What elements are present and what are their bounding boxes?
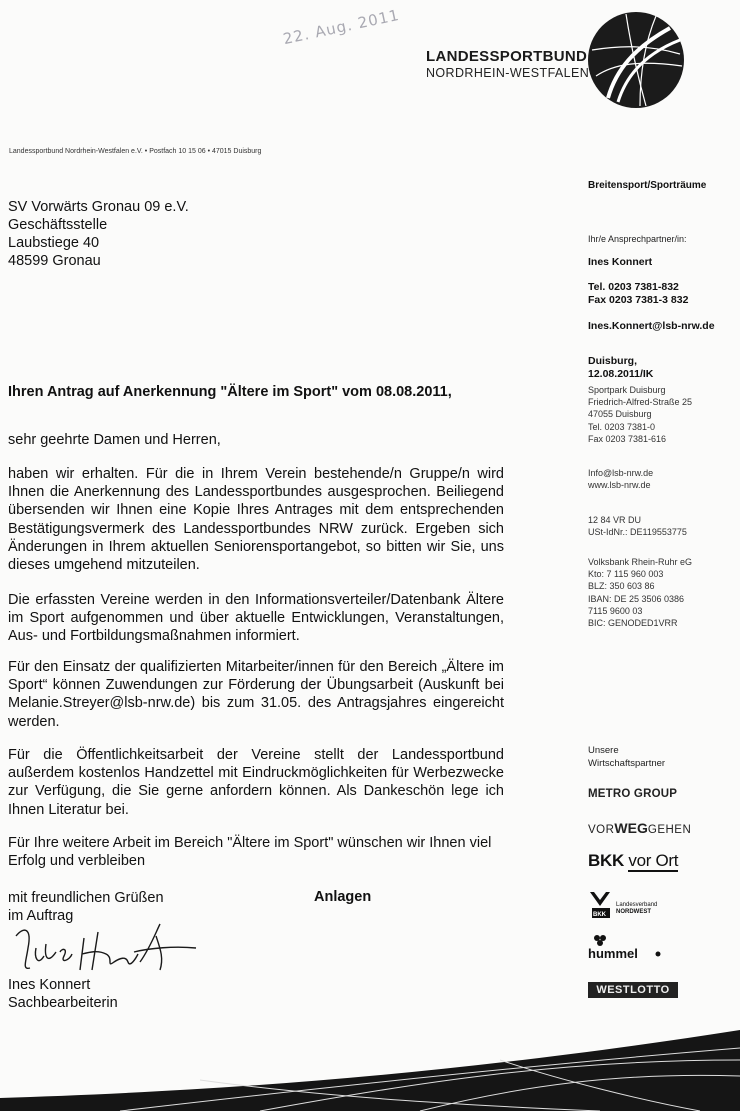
tax-info <box>588 514 687 538</box>
register-number: 12 84 VR DU <box>588 515 642 525</box>
nordwest-text: NORDWEST <box>616 909 651 915</box>
contact-label: Ihr/e Ansprechpartner/in: <box>588 234 687 244</box>
org-region: NORDRHEIN-WESTFALEN <box>426 66 590 80</box>
partners-label <box>588 744 665 770</box>
landesverband-text: Landesverband <box>616 902 658 908</box>
department-label: Breitensport/Sporträume <box>588 180 707 191</box>
closing-line: mit freundlichen Grüßen <box>8 890 164 906</box>
bank-line: BIC: GENODED1VRR <box>588 618 678 629</box>
closing-line: im Auftrag <box>8 908 74 924</box>
vorweggehen-logo <box>588 820 691 836</box>
contact-phone: Tel. 0203 7381-832 <box>588 281 679 293</box>
recipient-line: Laubstiege 40 <box>8 235 100 251</box>
salutation: sehr geehrte Damen und Herren, <box>8 432 221 448</box>
signer-name: Ines Konnert <box>8 977 91 993</box>
footer-swoosh-graphic <box>0 1020 740 1111</box>
address-line: Tel. 0203 7381-0 <box>588 421 656 432</box>
vorweg-mid: WEG <box>614 820 648 836</box>
body-paragraph: Für die Öffentlichkeitsarbeit der Vereine stellt der Landessportbund außerdem kostenlos Handzettel mit Eindruckmöglichkeiten für Werbezwecke zur Verfügung, die Sie gerne anfordern können. Als Dankeschön lege ich Ihnen Literatur bei. <box>8 747 504 818</box>
letter-date-ref: 12.08.2011/IK <box>588 368 654 380</box>
westlotto-logo: WESTLOTTO <box>588 982 678 998</box>
signer-block <box>8 976 118 1012</box>
attachments-label: Anlagen <box>314 889 372 905</box>
bank-line: BLZ: 350 603 86 <box>588 581 655 592</box>
received-date-stamp: 22. Aug. 2011 <box>281 5 402 49</box>
contact-name: Ines Konnert <box>588 256 653 268</box>
letter-subject: Ihren Antrag auf Anerkennung "Ältere im Sport" vom 08.08.2011, <box>8 384 452 400</box>
sender-return-address: Landessportbund Nordrhein-Westfalen e.V. • Postfach 10 15 06 • 47015 Duisburg <box>9 148 262 155</box>
body-paragraph: Für Ihre weitere Arbeit im Bereich "Ältere im Sport" wünschen wir Ihnen viel Erfolg und verbleiben <box>8 835 492 870</box>
bank-line: 7115 9600 03 <box>588 605 643 616</box>
vor-ort-text: vor Ort <box>628 851 679 870</box>
signer-title: Sachbearbeiterin <box>8 995 118 1011</box>
bank-line: Kto: 7 115 960 003 <box>588 569 664 580</box>
bank-line: IBAN: DE 25 3506 0386 <box>588 593 685 604</box>
letter-place: Duisburg, <box>588 355 637 367</box>
hummel-text: hummel <box>588 946 638 961</box>
recipient-line: SV Vorwärts Gronau 09 e.V. <box>8 199 189 215</box>
hummel-logo <box>588 932 678 966</box>
bkk-mini-text: BKK <box>593 912 606 918</box>
contact-fax: Fax 0203 7381-3 832 <box>588 294 689 306</box>
recipient-line: Geschäftsstelle <box>8 217 108 233</box>
partners-label-line: Unsere <box>588 745 619 756</box>
partners-label-line: Wirtschaftspartner <box>588 758 666 769</box>
address-line: Friedrich-Alfred-Straße 25 <box>588 397 693 408</box>
body-paragraph: haben wir erhalten. Für die in Ihrem Verein bestehende/n Gruppe/n wird Ihnen die Anerkennung des Landessportbundes ausgesprochen. Beiliegend übersenden wir Ihnen eine Kopie Ihres Antrages mit dem entsprechenden Bestätigungsvermerk des Landessportbundes NRW zurück. Ergeben sich Änderungen in Ihrem aktuellen Seniorensportangebot, so bitten wir Sie, uns dieses umgehend mitzuteilen. <box>8 466 504 574</box>
bkk-vor-ort-logo <box>588 851 678 871</box>
org-name: LANDESSPORTBUND <box>426 48 588 65</box>
recipient-address <box>8 198 189 270</box>
lsb-logo-icon <box>586 10 686 110</box>
address-line: Fax 0203 7381-616 <box>588 433 667 444</box>
contact-email: Ines.Konnert@lsb-nrw.de <box>588 320 715 332</box>
web-contact <box>588 467 653 491</box>
bank-line: Volksbank Rhein-Ruhr eG <box>588 557 693 567</box>
recipient-line: 48599 Gronau <box>8 253 101 269</box>
address-line: Sportpark Duisburg <box>588 385 666 395</box>
bkk-landesverband-logo <box>588 888 688 920</box>
website: www.lsb-nrw.de <box>588 480 651 491</box>
vorweg-post: GEHEN <box>647 824 692 836</box>
body-paragraph: Die erfassten Vereine werden in den Informationsverteiler/Datenbank Ältere im Sport aufgenommen und über aktuelle Entwicklungen, Veranstaltungen, Aus- und Fortbildungsmaßnahmen informiert. <box>8 592 504 645</box>
metro-group-logo: METRO GROUP <box>588 788 678 800</box>
vorweg-pre: VOR <box>588 824 615 836</box>
general-email: Info@lsb-nrw.de <box>588 468 654 478</box>
body-paragraph: Für den Einsatz der qualifizierten Mitarbeiter/innen für den Bereich „Ältere im Sport“ können Zuwendungen zur Förderung der Übungsarbeit (Auskunft bei Melanie.Streyer@lsb-nrw.de) bis zum 31.05. des Antragsjahres eingereicht werden. <box>8 659 504 730</box>
address-line: 47055 Duisburg <box>588 409 652 420</box>
vat-id: USt-IdNr.: DE119553775 <box>588 527 687 538</box>
bank-details <box>588 556 692 629</box>
bkk-text: BKK <box>588 851 624 870</box>
office-address <box>588 384 692 445</box>
handwritten-signature <box>10 918 200 980</box>
